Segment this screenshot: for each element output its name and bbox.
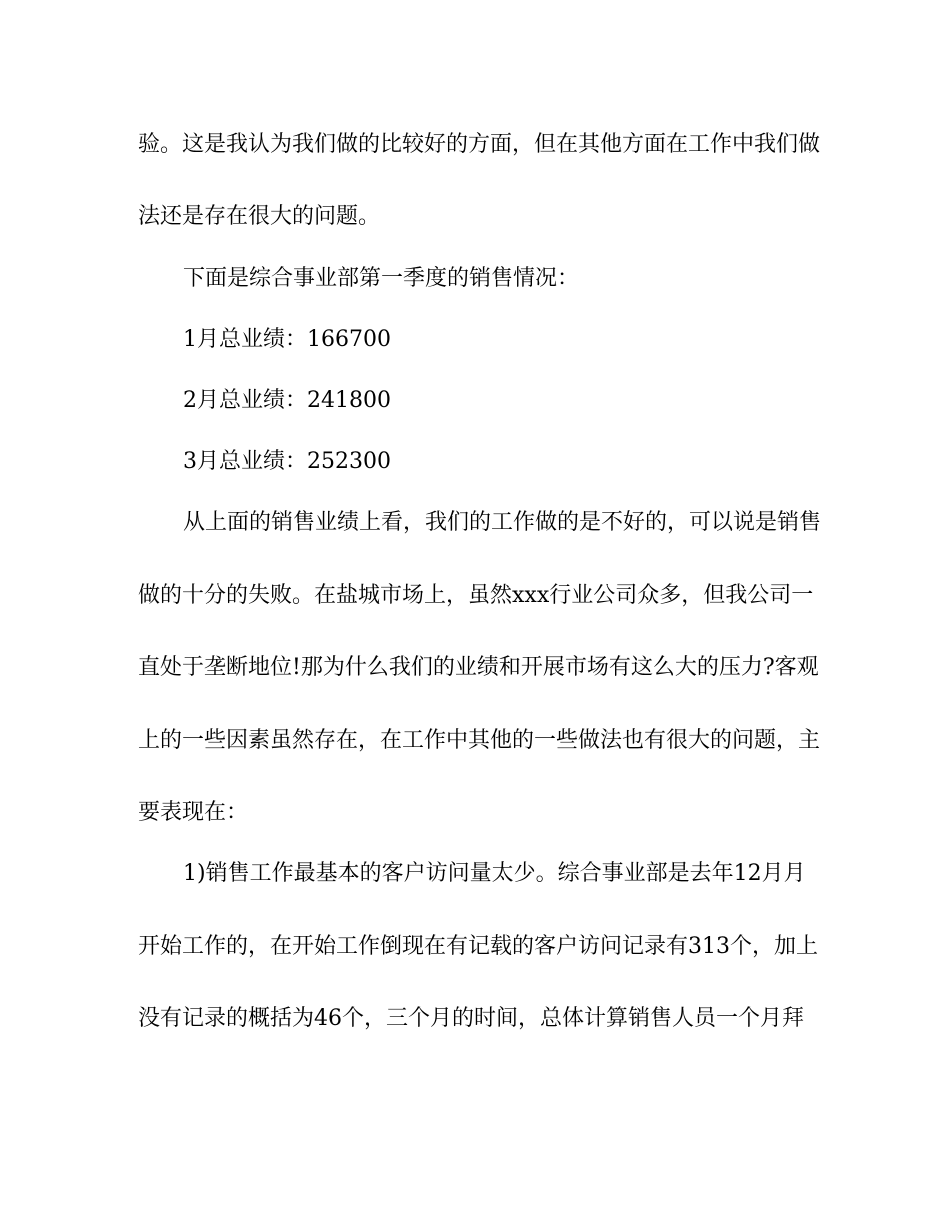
paragraph-line: 做的十分的失败。在盐城市场上，虽然xxx行业公司众多，但我公司一 xyxy=(138,583,814,608)
sales-figure-line: 3月总业绩：252300 xyxy=(183,449,391,474)
paragraph-line: 法还是存在很大的问题。 xyxy=(138,204,381,229)
paragraph-line: 要表现在： xyxy=(138,800,249,825)
paragraph-line: 开始工作的，在开始工作倒现在有记载的客户访问记录有313个，加上 xyxy=(138,934,818,959)
sales-figure-line: 2月总业绩：241800 xyxy=(183,388,391,413)
paragraph-line: 1)销售工作最基本的客户访问量太少。综合事业部是去年12月月 xyxy=(183,861,806,886)
paragraph-line: 上的一些因素虽然存在，在工作中其他的一些做法也有很大的问题，主 xyxy=(138,728,821,753)
sales-figure-line: 1月总业绩：166700 xyxy=(183,327,391,352)
paragraph-line: 直处于垄断地位!那为什么我们的业绩和开展市场有这么大的压力?客观 xyxy=(138,655,819,680)
paragraph-line: 没有记录的概括为46个，三个月的时间，总体计算销售人员一个月拜 xyxy=(138,1006,804,1031)
paragraph-line: 从上面的销售业绩上看，我们的工作做的是不好的，可以说是销售 xyxy=(183,510,822,535)
paragraph-line: 下面是综合事业部第一季度的销售情况： xyxy=(183,266,580,291)
paragraph-line: 验。这是我认为我们做的比较好的方面，但在其他方面在工作中我们做 xyxy=(138,132,821,157)
